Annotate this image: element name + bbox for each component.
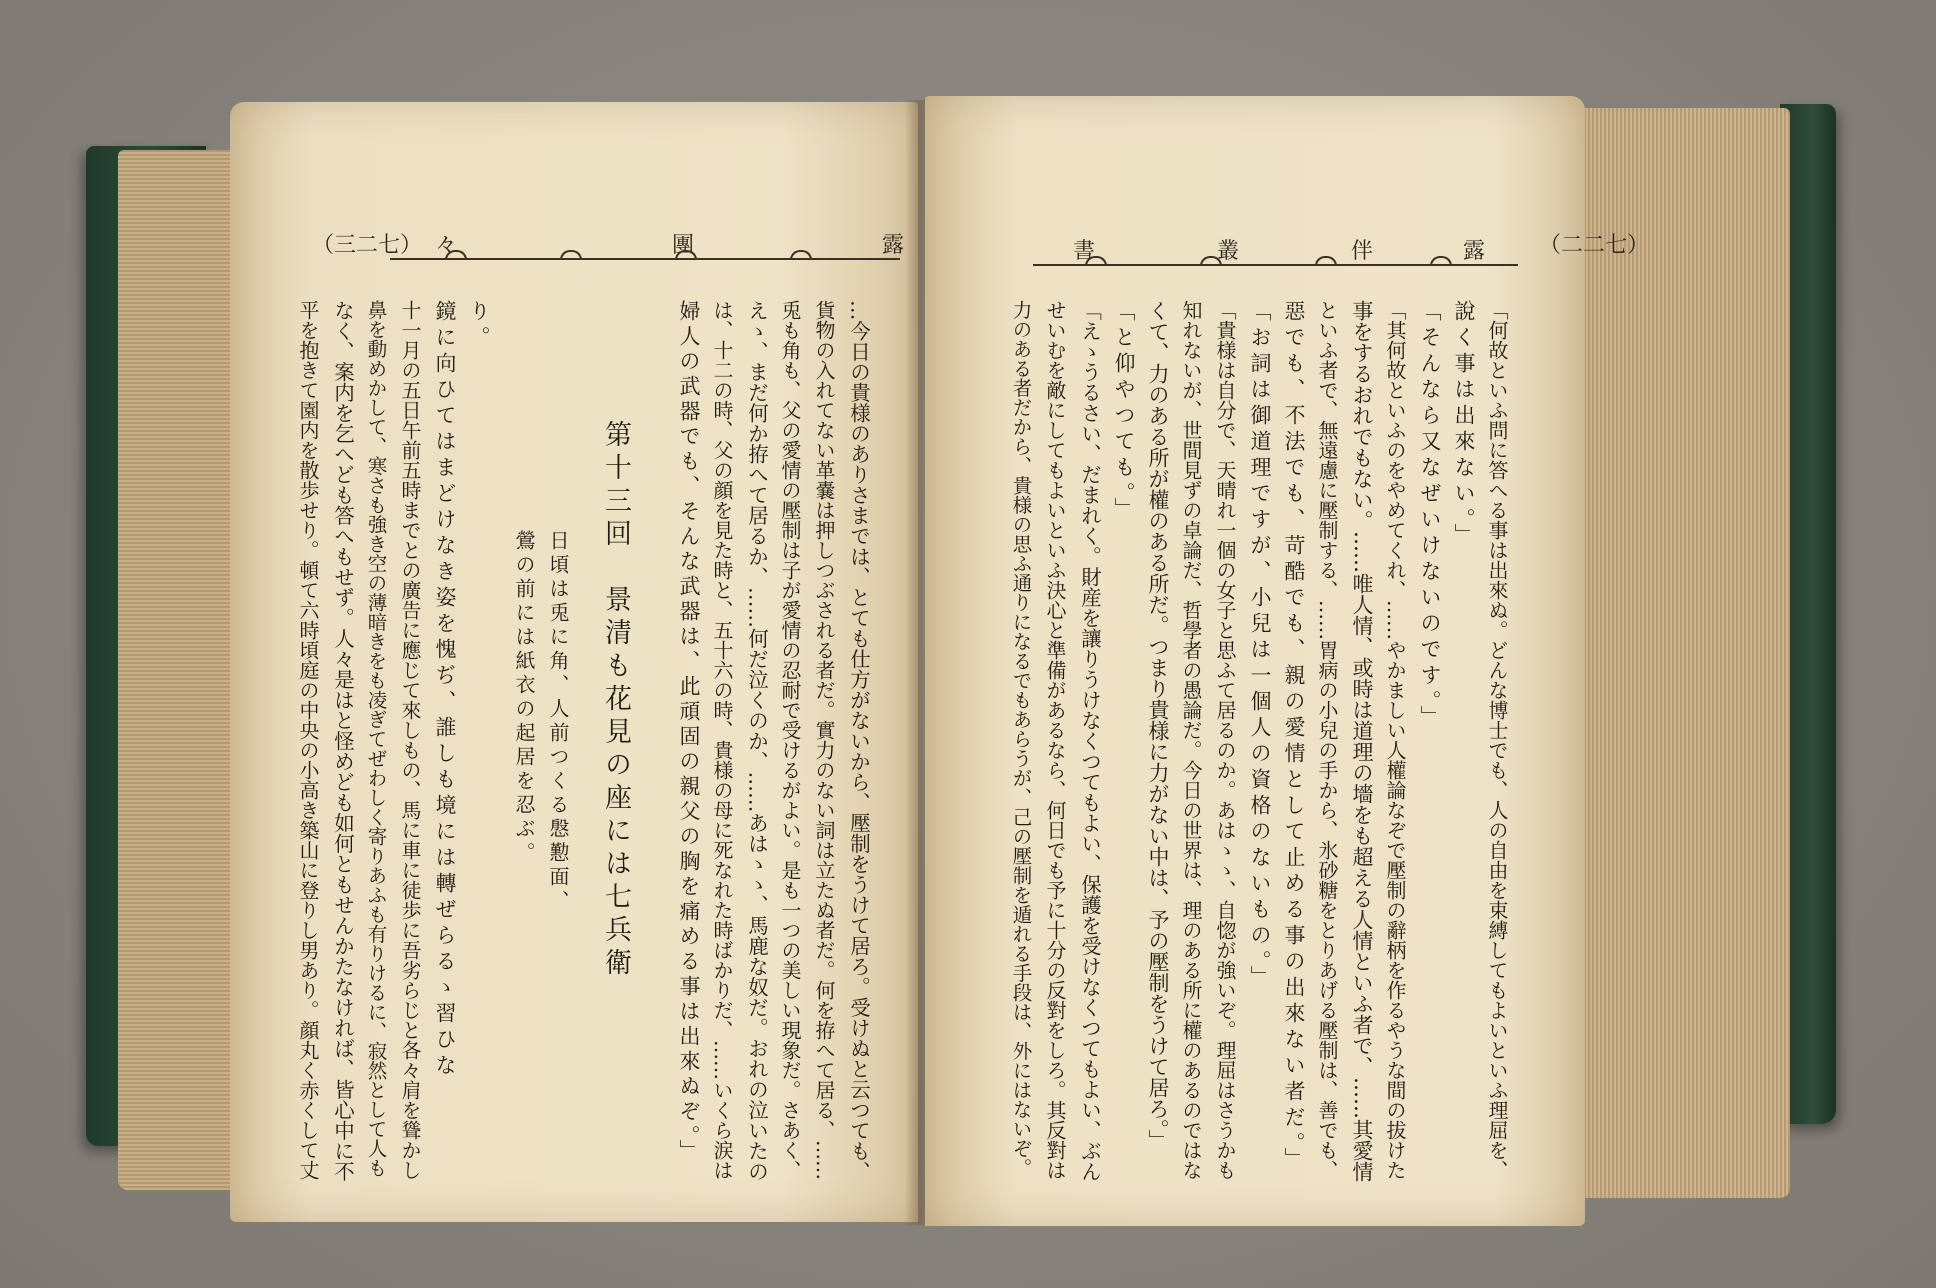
text-column: なく、案内を乞へども答へもせず。人々是はと怪めども如何ともせんかたなければ、皆心中に不 bbox=[330, 300, 355, 1182]
chapter-subtitle: 日頃は兎に角、人前つくる慇懃面、 bbox=[546, 530, 570, 914]
header-char: 伴 bbox=[1351, 239, 1374, 264]
text-column: 「貴様は自分で、天晴れ一個の女子と思ふて居るのか。あはゝゝ、自惚が強いぞ。理屈はさうかも bbox=[1213, 300, 1237, 1180]
text-column: せいむを敵にしてもよいといふ決心と準備があるなら、何日でも予に十分の反對をしろ。其反對は bbox=[1043, 300, 1067, 1180]
text-column: 貨物の入れてない革嚢は押しつぶされる者だ。實力のない詞は立たぬ者だ。何を拵へて居る、…… bbox=[812, 300, 836, 1180]
text-column: 「お詞は御道理ですが、小兒は一個人の資格のないもの。」 bbox=[1248, 300, 1272, 992]
text-column: 說く事は出來ない。」 bbox=[1452, 300, 1476, 550]
rule-ornament bbox=[560, 250, 582, 260]
rule-ornament bbox=[1430, 256, 1452, 266]
page-number: （三二七） bbox=[312, 233, 423, 258]
text-column: 鏡に向ひてはまどけなき姿を愧ぢ、誰しも境には轉ぜらるゝ習ひな bbox=[433, 300, 457, 1080]
text-column: くて、力のある所が權のある所だ。つまり貴様に力がない中は、予の壓制をうけて居ろ。」 bbox=[1146, 300, 1170, 1151]
text-column: 「何故といふ問に答へる事は出來ぬ。どんな博士でも、人の自由を束縛してもよいといふ理屈を、 bbox=[1485, 300, 1509, 1180]
text-column: 十一月の五日午前五時までとの廣告に應じて來しもの、馬に車に徒歩に吾劣らじと各々肩を聳かし bbox=[398, 300, 422, 1180]
text-column: …今日の貴様のありさまでは、とても仕方がないから、壓制をうけて居ろ。受けぬと云つても、 bbox=[846, 300, 871, 1182]
text-column: 「えゝうるさい、だまれく。財産を讓りうけなくつてもよい、保護を受けなくつてもよい、ぶん bbox=[1077, 300, 1102, 1182]
text-column: 平を抱きて園内を散歩せり。頓て六時頃庭の中央の小高き築山に登りし男あり。顔丸く赤くして丈 bbox=[296, 300, 320, 1180]
header-char: 書 bbox=[1073, 239, 1096, 264]
rule-ornament bbox=[445, 250, 467, 260]
text-column: 兎も角も、父の愛情の壓制は子が愛情の忍耐で受けるがよい。是も一つの美しい現象だ。さあく、 bbox=[778, 300, 802, 1180]
text-column: 「と仰やつても。」 bbox=[1112, 300, 1136, 524]
text-column: り。 bbox=[467, 300, 491, 352]
text-column: 力のある者だから、貴様の思ふ通りになるでもあらうが、己の壓制を遁れる手段は、外にはないぞ。 bbox=[1009, 300, 1033, 1178]
header-char: 露 bbox=[1463, 239, 1486, 264]
text-column: 「其何故といふのをやめてくれ、……やかましい人權論なぞで壓制の辭柄を作るやうな間の拔けた bbox=[1383, 300, 1407, 1180]
text-column: 知れないが、世間見ずの卓論だ、哲學者の愚論だ。今日の世界は、理のある所に權のあるのではな bbox=[1179, 300, 1203, 1180]
text-column: といふ者で、無遠慮に壓制する、……胃病の小兒の手から、氷砂糖をとりあげる壓制は、善でも、 bbox=[1315, 300, 1339, 1180]
rule-ornament bbox=[790, 250, 812, 260]
chapter-title: 第十三回 景清も花見の座には七兵衛 bbox=[600, 420, 631, 981]
rule-ornament bbox=[1315, 256, 1337, 266]
right-page bbox=[925, 96, 1650, 1226]
header-char: 露 bbox=[882, 233, 905, 258]
text-column: 事をするおれでもない。……唯人情、或時は道理の墻をも超える人情といふ者で、……其愛情 bbox=[1350, 300, 1374, 1182]
header-char: 團 bbox=[672, 233, 695, 258]
left-page bbox=[230, 102, 918, 1222]
chapter-subtitle: 鶯の前には紙衣の起居を忍ぶ。 bbox=[512, 530, 536, 866]
text-column: 「そんなら又なぜいけないのです。」 bbox=[1418, 300, 1442, 732]
text-column: えゝ、まだ何か拵へて居るか、……何だ泣くのか、……あはゝゝ、馬鹿な奴だ。おれの泣いたの bbox=[744, 300, 769, 1182]
page-edges-right bbox=[1550, 108, 1790, 1198]
text-column: 惡でも、不法でも、苛酷でも、親の愛情として止める事の出來ない者だ。」 bbox=[1282, 300, 1306, 1174]
header-char: 叢 bbox=[1217, 239, 1240, 264]
rule-ornament bbox=[1085, 256, 1107, 266]
page-number: （二二七） bbox=[1539, 233, 1650, 258]
text-column: は、十二の時、父の顔を見た時と、五十六の時、貴様の母に死なれた時ばかりだ、……いくら涙は bbox=[710, 300, 734, 1180]
text-column: 婦人の武器でも、そんな武器は、此頑固の親父の胸を痛める事は出來ぬぞ。」 bbox=[677, 300, 701, 1165]
header-char: 々 bbox=[435, 233, 458, 258]
text-column: 鼻を動めかして、寒さも強き空の薄暗きをも凌ぎてぜわしく寄りあふも有りけるに、寂然として人も bbox=[364, 300, 388, 1178]
